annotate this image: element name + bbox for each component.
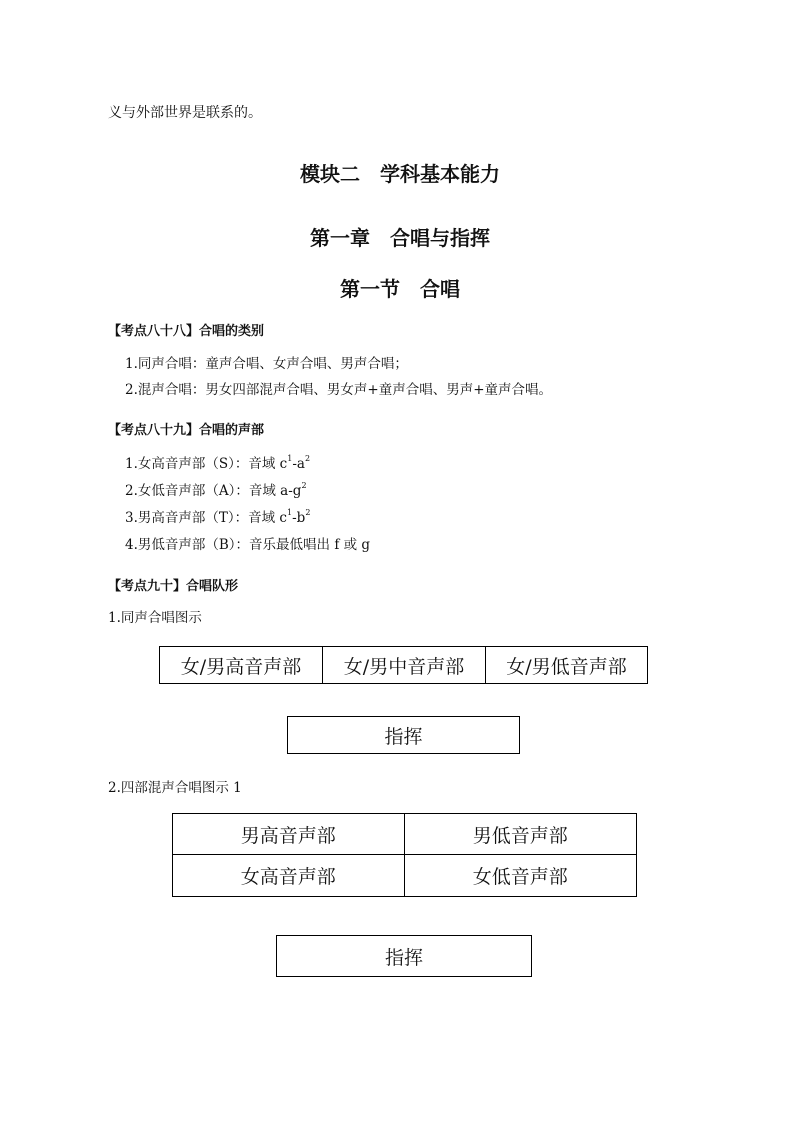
section-title: 第一节 合唱 <box>340 277 460 301</box>
diagram1-voice-row <box>159 646 648 684</box>
kp89-heading: 【考点八十九】合唱的声部 <box>108 423 265 438</box>
superscript: 2 <box>305 508 311 517</box>
diagram1-cell-low: 女/男低音声部 <box>485 647 647 683</box>
superscript: 2 <box>301 481 307 490</box>
kp89-item-alto <box>125 482 307 500</box>
kp90-heading: 【考点九十】合唱队形 <box>108 579 239 594</box>
kp89-item-bass <box>125 536 370 554</box>
diagram2-cell-tenor: 男高音声部 <box>173 814 405 855</box>
superscript: 1 <box>287 454 293 463</box>
diagram2-conductor-box: 指挥 <box>276 935 532 977</box>
item-text: 2.女低音声部（A）：音域 a-g <box>125 483 302 499</box>
diagram2-cell-alto: 女低音声部 <box>472 866 568 888</box>
kp89-item-tenor <box>125 509 310 527</box>
item-range-end: -b <box>292 510 306 526</box>
diagram2-cell-bass: 男低音声部 <box>405 814 637 855</box>
diagram1-cell-high: 女/男高音声部 <box>180 655 302 678</box>
superscript: 1 <box>287 508 293 517</box>
item-text: 3.男高音声部（T）：音域 c <box>125 510 287 526</box>
diagram2-voice-grid <box>172 813 637 897</box>
item-text: 4.男低音声部（B）：音乐最低唱出 f 或 g <box>125 537 371 553</box>
diagram1-conductor-box: 指挥 <box>287 716 520 754</box>
intro-text: 义与外部世界是联系的。 <box>108 105 262 121</box>
chapter-title: 第一章 合唱与指挥 <box>310 226 490 250</box>
item-text: 1.女高音声部（S）：音域 c <box>125 456 288 472</box>
kp89-item-soprano <box>125 455 310 473</box>
diagram2-cell-soprano: 女高音声部 <box>173 855 405 896</box>
diagram1-caption: 1.同声合唱图示 <box>108 610 202 626</box>
module-title: 模块二 学科基本能力 <box>300 162 500 186</box>
diagram1-cell-mid: 女/男中音声部 <box>322 647 485 683</box>
kp88-item-1: 1.同声合唱：童声合唱、女声合唱、男声合唱； <box>125 356 408 372</box>
item-range-end: -a <box>292 456 305 472</box>
superscript: 2 <box>304 454 311 463</box>
kp88-heading: 【考点八十八】合唱的类别 <box>108 324 265 339</box>
diagram2-caption: 2.四部混声合唱图示 1 <box>108 780 242 796</box>
kp88-item-2: 2.混声合唱：男女四部混声合唱、男女声+童声合唱、男声+童声合唱。 <box>125 382 553 398</box>
